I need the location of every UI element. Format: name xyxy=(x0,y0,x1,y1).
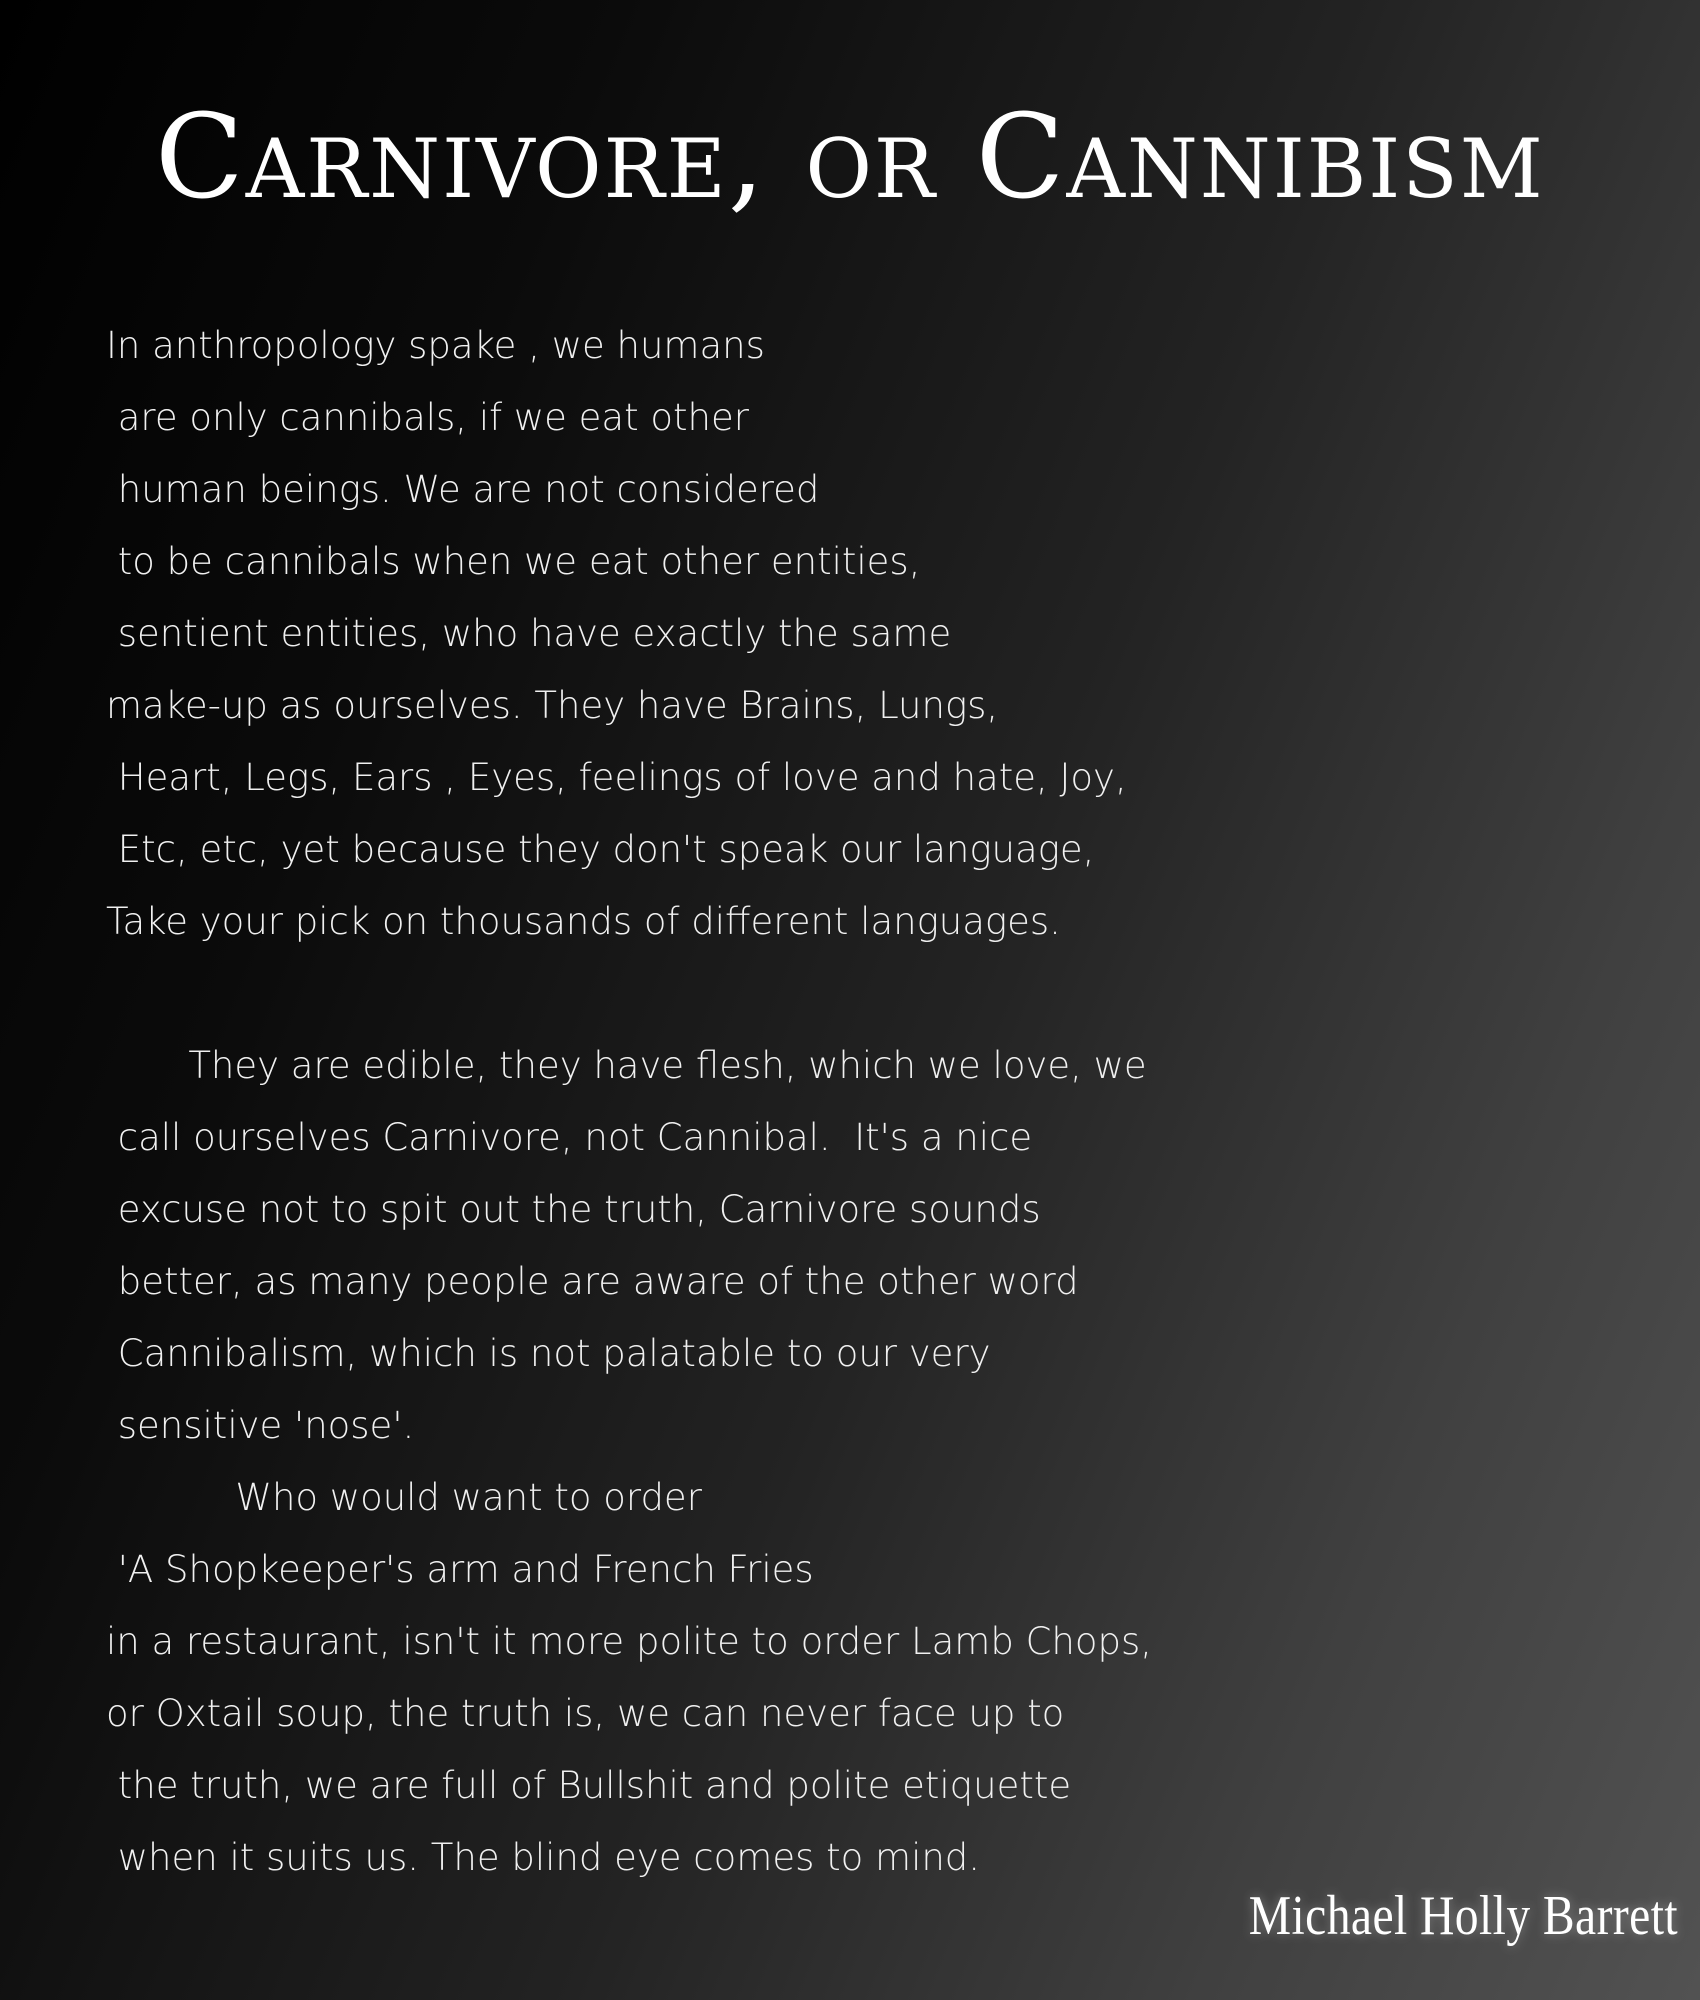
poem-line: 'A Shopkeeper's arm and French Fries xyxy=(106,1548,814,1591)
poem-line: Etc, etc, yet because they don't speak our language, xyxy=(106,828,1095,871)
poem-title: Carnivore, or Cannibism xyxy=(155,90,1545,225)
poem-line: Who would want to order xyxy=(106,1476,702,1519)
poem-line: They are edible, they have flesh, which we love, we xyxy=(106,1044,1147,1087)
poem-line: human beings. We are not considered xyxy=(106,468,820,511)
poem-line: sentient entities, who have exactly the same xyxy=(106,612,952,655)
poem-line: to be cannibals when we eat other entities, xyxy=(106,540,921,583)
poem-body xyxy=(106,310,1152,1894)
poem-line: in a restaurant, isn't it more polite to order Lamb Chops, xyxy=(106,1620,1153,1663)
stanza-break xyxy=(106,958,1152,1030)
poem-line: Heart, Legs, Ears , Eyes, feelings of love and hate, Joy, xyxy=(106,756,1127,799)
poem-line: Take your pick on thousands of different languages. xyxy=(106,900,1061,943)
poem-line: excuse not to spit out the truth, Carnivore sounds xyxy=(106,1188,1041,1231)
poem-line: call ourselves Carnivore, not Cannibal. It's a nice xyxy=(106,1116,1033,1159)
poem-line: when it suits us. The blind eye comes to mind. xyxy=(106,1836,981,1879)
poem-line: or Oxtail soup, the truth is, we can never face up to xyxy=(106,1692,1065,1735)
poem-line: Cannibalism, which is not palatable to our very xyxy=(106,1332,991,1375)
author-signature: Michael Holly Barrett xyxy=(1248,1885,1678,1947)
poem-line: make-up as ourselves. They have Brains, Lungs, xyxy=(106,684,999,727)
poem-line: the truth, we are full of Bullshit and polite etiquette xyxy=(106,1764,1072,1807)
poem-line: sensitive 'nose'. xyxy=(106,1404,415,1447)
poem-line: are only cannibals, if we eat other xyxy=(106,396,749,439)
poem-line: In anthropology spake , we humans xyxy=(106,324,765,367)
poem-line: better, as many people are aware of the other word xyxy=(106,1260,1079,1303)
